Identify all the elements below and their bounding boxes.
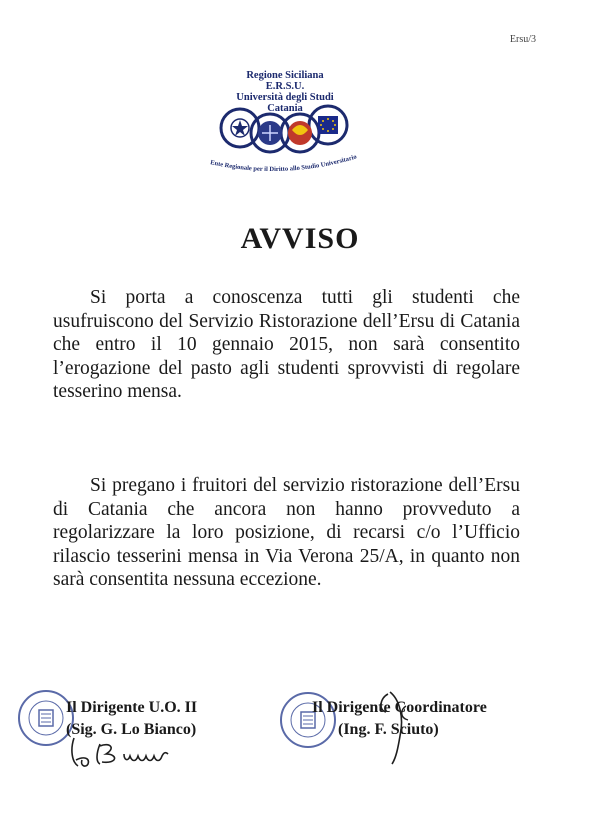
ersu-logo	[200, 70, 390, 190]
handwritten-signature-right	[370, 688, 430, 768]
signer-name-left: (Sig. G. Lo Bianco)	[66, 721, 197, 738]
logo-line-university: Università degli Studi	[236, 92, 334, 103]
svg-text:Ente Regionale per il Diritto	[210, 153, 358, 173]
signer-role-left: Il Dirigente U.O. II	[66, 699, 198, 716]
signer-role-right: Il Dirigente Coordinatore	[312, 699, 487, 716]
notice-paragraph-2: Si pregano i fruitori del servizio ristorazione dell’Ersu di Catania che ancora non hanno provveduto a regolarizzare la loro posizione, di recarsi c/o l’Ufficio rilascio tesserini mensa in Via Verona 25/A, in quanto non sarà consentita nessuna eccezione.	[53, 475, 520, 591]
signer-name-right: (Ing. F. Sciuto)	[338, 721, 439, 738]
notice-paragraph-1: Si porta a conoscenza tutti gli studenti che usufruiscono del Servizio Ristorazione dell’Ersu di Catania che entro il 10 gennaio 2015, non sarà consentito l’erogazione del pasto agli studenti sprovvisti di regolare tesserino mensa.	[53, 287, 520, 403]
logo-line-region: Regione Siciliana	[246, 70, 324, 81]
logo-emblems	[200, 70, 390, 190]
notice-title: AVVISO	[240, 222, 360, 255]
handwritten-signature-left	[66, 730, 196, 770]
logo-line-city: Catania	[267, 103, 303, 114]
page-code: Ersu/3	[509, 34, 536, 45]
logo-arc-text: Ente Regionale per il Diritto allo Studio Universitario	[209, 153, 358, 174]
logo-line-ersu: E.R.S.U.	[265, 81, 305, 92]
